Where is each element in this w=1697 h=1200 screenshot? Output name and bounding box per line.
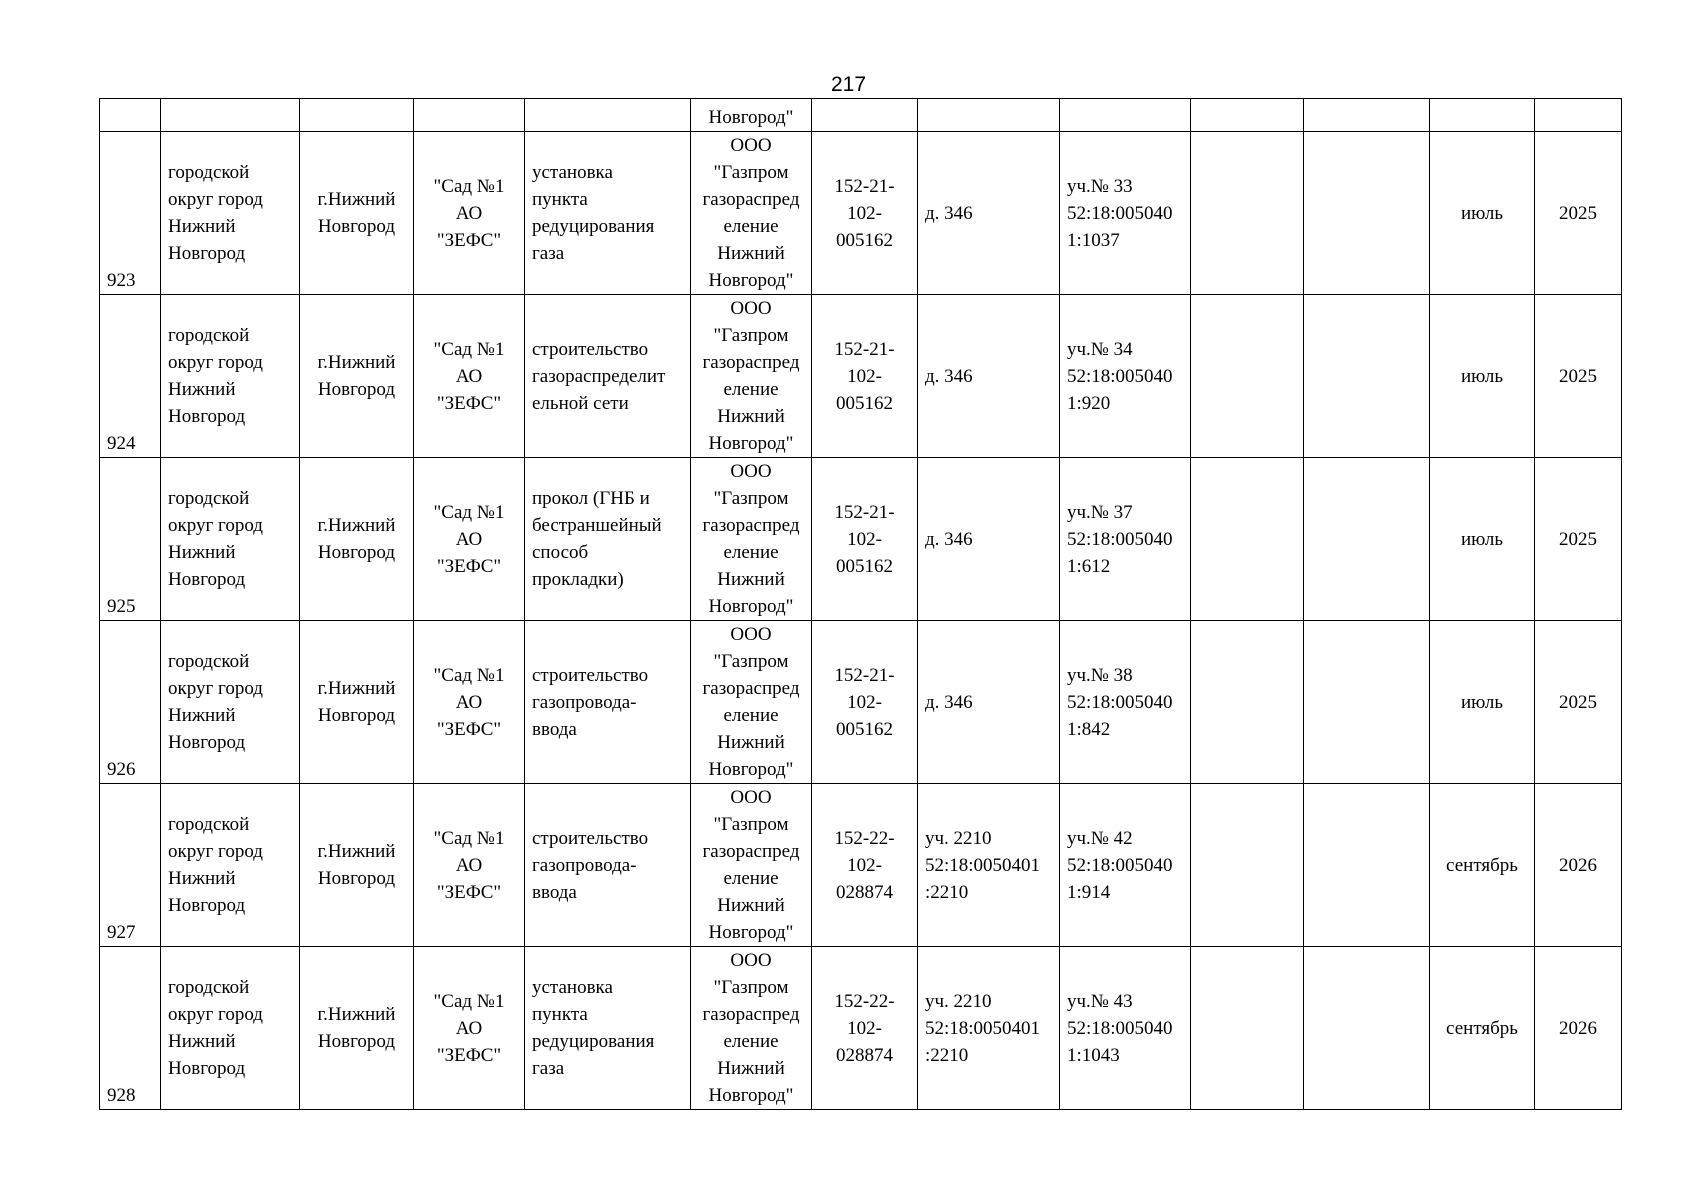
- page-number: 217: [830, 73, 867, 96]
- cell-owner: "Сад №1 АО "ЗЕФС": [414, 458, 525, 621]
- cell-num: 928: [100, 947, 161, 1110]
- cell-work: прокол (ГНБ и бестраншейный способ прокладки): [525, 458, 691, 621]
- cell-num: [100, 99, 161, 132]
- cell-num: 926: [100, 621, 161, 784]
- cell-owner: "Сад №1 АО "ЗЕФС": [414, 784, 525, 947]
- table-row: [100, 458, 1622, 621]
- schedule-table: [99, 98, 1622, 1110]
- cell-month: июль: [1430, 621, 1535, 784]
- cell-work: строительство газопровода- ввода: [525, 621, 691, 784]
- cell-extra2: [1304, 295, 1430, 458]
- cell-year: 2025: [1535, 621, 1622, 784]
- cell-month: сентябрь: [1430, 947, 1535, 1110]
- cell-plot: уч.№ 34 52:18:005040 1:920: [1060, 295, 1191, 458]
- cell-district: городской округ город Нижний Новгород: [161, 621, 300, 784]
- table-row: [100, 295, 1622, 458]
- cell-work: строительство газопровода- ввода: [525, 784, 691, 947]
- cell-month: июль: [1430, 295, 1535, 458]
- cell-address: д. 346: [918, 132, 1060, 295]
- cell-year: 2025: [1535, 458, 1622, 621]
- cell-code: 152-22- 102- 028874: [812, 947, 918, 1110]
- cell-extra2: [1304, 621, 1430, 784]
- cell-owner: "Сад №1 АО "ЗЕФС": [414, 295, 525, 458]
- cell-plot: уч.№ 42 52:18:005040 1:914: [1060, 784, 1191, 947]
- cell-work: установка пункта редуцирования газа: [525, 947, 691, 1110]
- cell-extra2: [1304, 458, 1430, 621]
- cell-month: сентябрь: [1430, 784, 1535, 947]
- cell-extra1: [1191, 458, 1304, 621]
- cell-year: [1535, 99, 1622, 132]
- cell-extra2: [1304, 132, 1430, 295]
- cell-org: Новгород": [691, 99, 812, 132]
- table-row: [100, 621, 1622, 784]
- cell-year: 2026: [1535, 784, 1622, 947]
- cell-address: уч. 2210 52:18:0050401 :2210: [918, 947, 1060, 1110]
- cell-year: 2025: [1535, 132, 1622, 295]
- cell-month: июль: [1430, 458, 1535, 621]
- cell-code: [812, 99, 918, 132]
- cell-address: д. 346: [918, 621, 1060, 784]
- cell-year: 2025: [1535, 295, 1622, 458]
- cell-extra1: [1191, 132, 1304, 295]
- cell-code: 152-21- 102- 005162: [812, 458, 918, 621]
- cell-city: [300, 99, 414, 132]
- cell-month: [1430, 99, 1535, 132]
- cell-org: ООО "Газпром газораспред еление Нижний Новгород": [691, 947, 812, 1110]
- cell-plot: уч.№ 33 52:18:005040 1:1037: [1060, 132, 1191, 295]
- cell-city: г.Нижний Новгород: [300, 458, 414, 621]
- cell-district: городской округ город Нижний Новгород: [161, 132, 300, 295]
- cell-code: 152-21- 102- 005162: [812, 295, 918, 458]
- cell-address: д. 346: [918, 295, 1060, 458]
- cell-extra1: [1191, 947, 1304, 1110]
- cell-code: 152-21- 102- 005162: [812, 621, 918, 784]
- cell-city: г.Нижний Новгород: [300, 621, 414, 784]
- continuation-row: [100, 99, 1622, 132]
- cell-code: 152-21- 102- 005162: [812, 132, 918, 295]
- cell-district: городской округ город Нижний Новгород: [161, 295, 300, 458]
- cell-extra2: [1304, 99, 1430, 132]
- cell-plot: уч.№ 37 52:18:005040 1:612: [1060, 458, 1191, 621]
- cell-extra1: [1191, 621, 1304, 784]
- cell-district: [161, 99, 300, 132]
- table-row: [100, 132, 1622, 295]
- cell-address: уч. 2210 52:18:0050401 :2210: [918, 784, 1060, 947]
- cell-owner: "Сад №1 АО "ЗЕФС": [414, 621, 525, 784]
- table-row: [100, 784, 1622, 947]
- cell-work: установка пункта редуцирования газа: [525, 132, 691, 295]
- cell-num: 927: [100, 784, 161, 947]
- cell-address: [918, 99, 1060, 132]
- cell-month: июль: [1430, 132, 1535, 295]
- cell-owner: "Сад №1 АО "ЗЕФС": [414, 132, 525, 295]
- cell-city: г.Нижний Новгород: [300, 132, 414, 295]
- cell-num: 925: [100, 458, 161, 621]
- cell-plot: уч.№ 38 52:18:005040 1:842: [1060, 621, 1191, 784]
- cell-extra1: [1191, 295, 1304, 458]
- cell-code: 152-22- 102- 028874: [812, 784, 918, 947]
- cell-org: ООО "Газпром газораспред еление Нижний Новгород": [691, 295, 812, 458]
- cell-city: г.Нижний Новгород: [300, 295, 414, 458]
- cell-district: городской округ город Нижний Новгород: [161, 947, 300, 1110]
- cell-year: 2026: [1535, 947, 1622, 1110]
- cell-district: городской округ город Нижний Новгород: [161, 784, 300, 947]
- cell-org: ООО "Газпром газораспред еление Нижний Новгород": [691, 784, 812, 947]
- cell-org: ООО "Газпром газораспред еление Нижний Новгород": [691, 458, 812, 621]
- cell-extra2: [1304, 784, 1430, 947]
- cell-city: г.Нижний Новгород: [300, 947, 414, 1110]
- table-row: [100, 947, 1622, 1110]
- cell-num: 924: [100, 295, 161, 458]
- cell-org: ООО "Газпром газораспред еление Нижний Новгород": [691, 621, 812, 784]
- cell-org: ООО "Газпром газораспред еление Нижний Новгород": [691, 132, 812, 295]
- cell-extra1: [1191, 784, 1304, 947]
- cell-owner: [414, 99, 525, 132]
- cell-city: г.Нижний Новгород: [300, 784, 414, 947]
- cell-address: д. 346: [918, 458, 1060, 621]
- cell-owner: "Сад №1 АО "ЗЕФС": [414, 947, 525, 1110]
- cell-plot: уч.№ 43 52:18:005040 1:1043: [1060, 947, 1191, 1110]
- cell-num: 923: [100, 132, 161, 295]
- cell-work: [525, 99, 691, 132]
- cell-district: городской округ город Нижний Новгород: [161, 458, 300, 621]
- cell-work: строительство газораспределит ельной сети: [525, 295, 691, 458]
- cell-extra1: [1191, 99, 1304, 132]
- cell-plot: [1060, 99, 1191, 132]
- cell-extra2: [1304, 947, 1430, 1110]
